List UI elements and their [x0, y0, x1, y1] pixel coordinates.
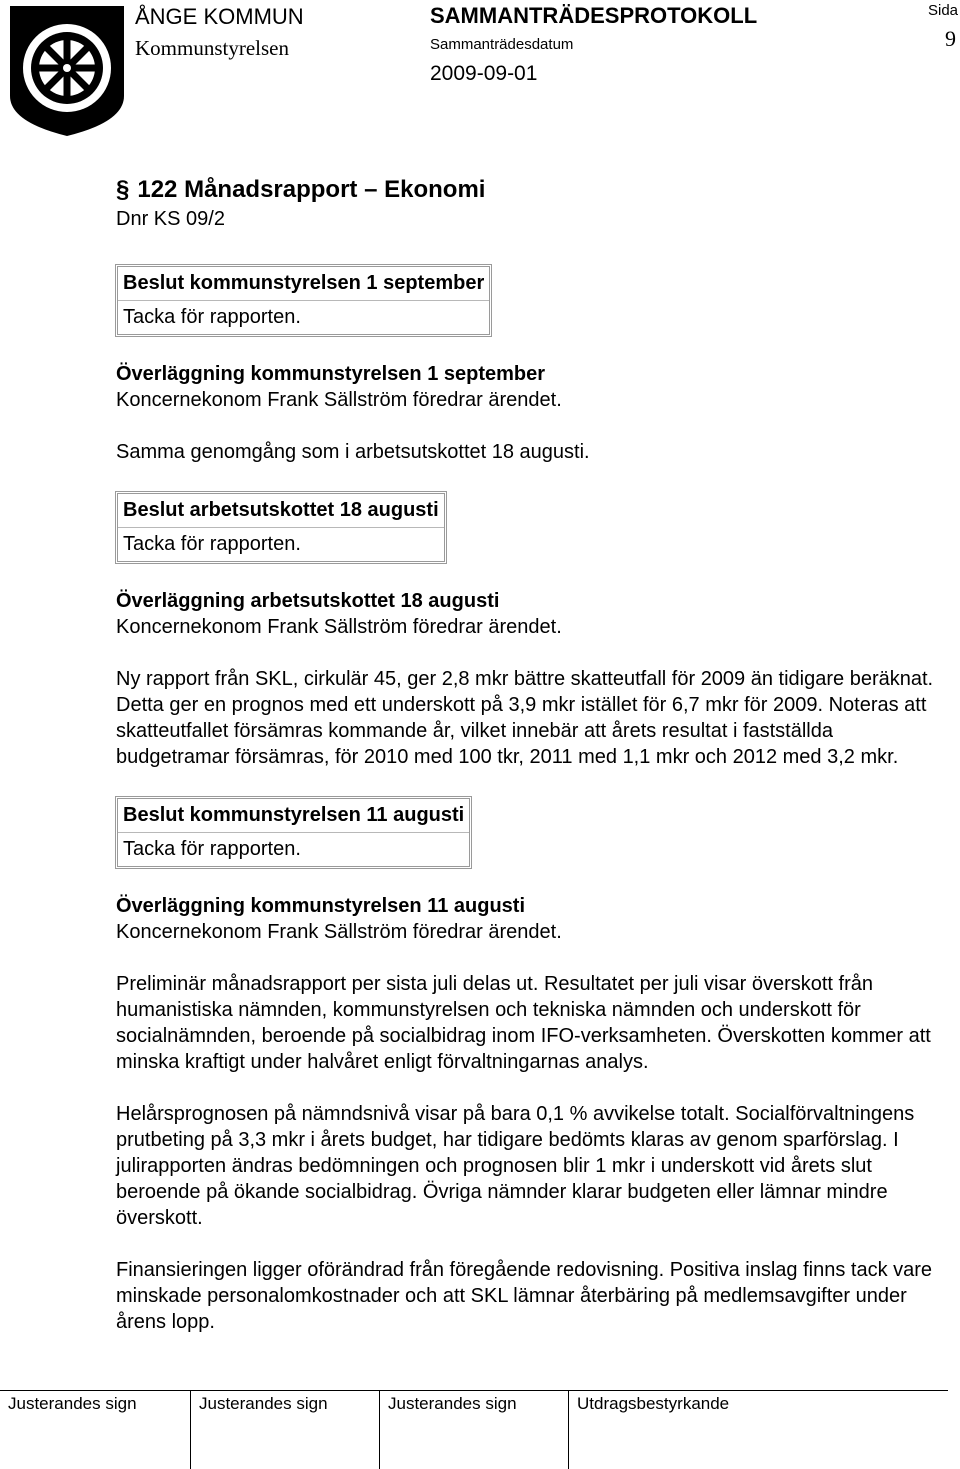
paragraph-financing: Finansieringen ligger oförändrad från föregående redovisning. Positiva inslag finns tack vare minskade personalomkostnader och att SKL lämnar återbäring på medlemsavgifter under årens lopp.: [116, 1259, 933, 1333]
decision-heading: Beslut kommunstyrelsen 11 augusti: [123, 804, 465, 826]
signature-cell-1: Justerandes sign: [8, 1394, 137, 1413]
paragraph-skl-report: Ny rapport från SKL, cirkulär 45, ger 2,8 mkr bättre skatteutfall för 2009 än tidigare beräknat. Detta ger en prognos med ett underskott på 3,9 mkr istället för 6,7 mkr för 2009. Noteras att skatteutfallet försämras kommande år, vilket innebär att årets resultat i fastställda budgetramar försämras, för 2010 med 100 tkr, 2011 med 1,1 mkr och 2012 med 3,2 mkr.: [116, 668, 934, 768]
signature-footer: [0, 1390, 948, 1469]
decision-heading: Beslut kommunstyrelsen 1 september: [123, 272, 485, 294]
deliberation-heading: Överläggning arbetsutskottet 18 augusti: [116, 590, 500, 612]
decision-box-au-aug: [115, 491, 447, 564]
decision-text: Tacka för rapporten.: [118, 527, 444, 561]
paragraph-full-year: Helårsprognosen på nämndsnivå visar på bara 0,1 % avvikelse totalt. Socialförvaltningens prutbeting på 3,3 mkr i årets budget, har tidigare bedömts klaras av genom sparförslag. I julirapporten ändras bedömningen och prognosen blir 1 mkr i underskott vid årets slut beroende på ökande socialbidrag. Övriga nämnder klarar budgeten eller lämnar mindre överskott.: [116, 1103, 915, 1229]
ange-kommun-logo: [6, 4, 128, 138]
signature-cell-3: Justerandes sign: [379, 1390, 568, 1469]
paragraph-same-review: Samma genomgång som i arbetsutskottet 18 augusti.: [116, 441, 590, 463]
wheel-emblem-icon: [6, 4, 128, 138]
decision-box-ks-aug: [115, 796, 472, 869]
page-label: Sida: [928, 2, 959, 19]
case-title-row: [116, 174, 946, 206]
decision-text: Tacka för rapporten.: [118, 832, 469, 866]
document-title: SAMMANTRÄDESPROTOKOLL: [430, 3, 758, 28]
decision-text: Tacka för rapporten.: [118, 300, 489, 334]
case-title: 122 Månadsrapport – Ekonomi: [137, 176, 486, 203]
decision-box-ks-sep: [115, 264, 492, 337]
case-dnr: Dnr KS 09/2: [116, 208, 225, 230]
deliberation-text: Koncernekonom Frank Sällström föredrar ärendet.: [116, 616, 562, 638]
committee-name: Kommunstyrelsen: [135, 36, 289, 60]
extract-certification-cell: Utdragsbestyrkande: [568, 1390, 948, 1469]
deliberation-text: Koncernekonom Frank Sällström föredrar ärendet.: [116, 389, 562, 411]
page-number: 9: [945, 26, 956, 51]
signature-cell-2: Justerandes sign: [190, 1390, 379, 1469]
meeting-date-label: Sammanträdesdatum: [430, 36, 574, 53]
section-symbol: §: [116, 176, 130, 203]
deliberation-heading: Överläggning kommunstyrelsen 11 augusti: [116, 895, 526, 917]
deliberation-text: Koncernekonom Frank Sällström föredrar ärendet.: [116, 921, 562, 943]
decision-heading: Beslut arbetsutskottet 18 augusti: [123, 499, 439, 521]
meeting-date: 2009-09-01: [430, 62, 538, 85]
organization-name: ÅNGE KOMMUN: [135, 4, 304, 29]
minutes-content: [116, 174, 946, 1335]
paragraph-prelim-report: Preliminär månadsrapport per sista juli delas ut. Resultatet per juli visar överskott från humanistiska nämnden, kommunstyrelsen och tekniska nämnden och underskott för socialnämnden, beroende på socialbidrag inom IFO-verksamheten. Överskotten kommer att minska kraftigt under halvåret enligt förvaltningarnas analys.: [116, 973, 931, 1073]
deliberation-heading: Överläggning kommunstyrelsen 1 september: [116, 363, 546, 385]
